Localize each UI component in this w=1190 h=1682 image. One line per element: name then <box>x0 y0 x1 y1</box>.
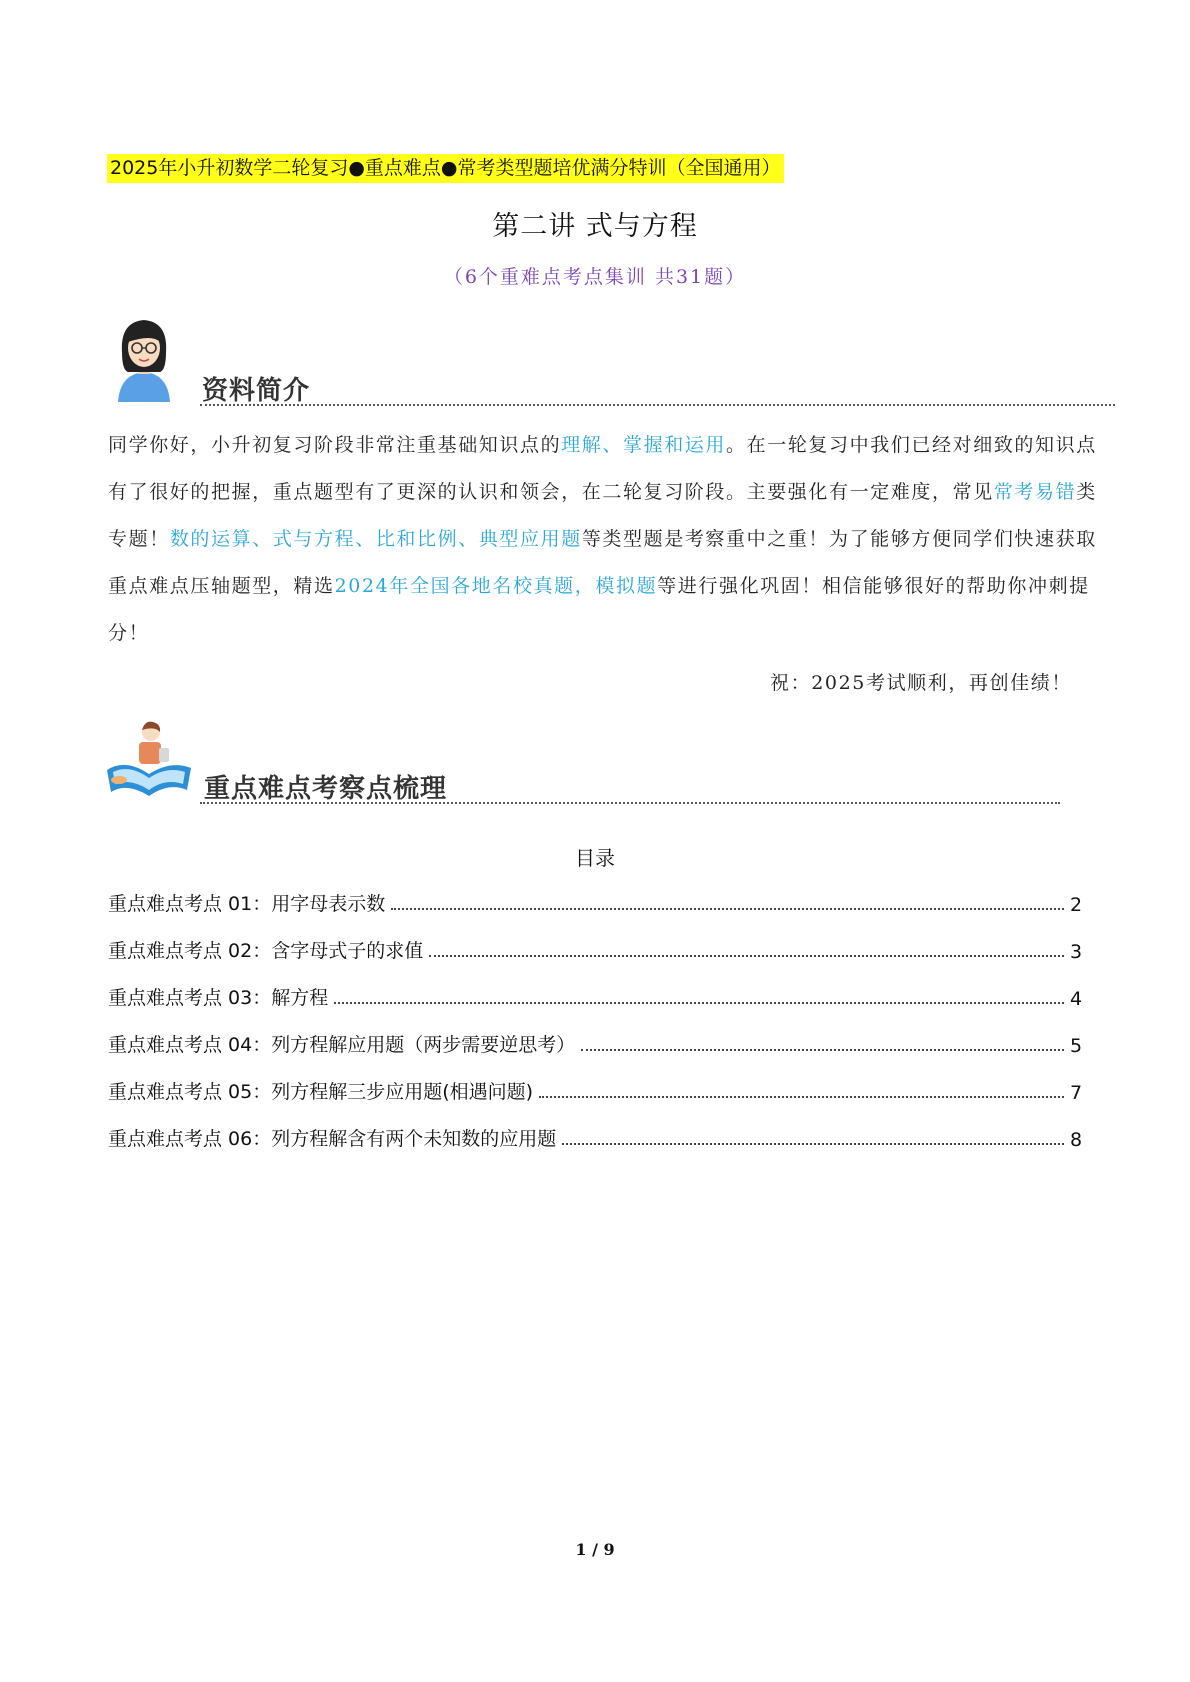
toc-entry[interactable] <box>108 1027 1082 1057</box>
toc-entry[interactable] <box>108 933 1082 963</box>
reading-child-book-icon <box>105 718 193 798</box>
toc-leader-dots <box>334 1002 1064 1004</box>
toc-entry[interactable] <box>108 1121 1082 1151</box>
toc-entry-page: 3 <box>1070 941 1083 963</box>
closing-wish: 祝：2025考试顺利，再创佳绩！ <box>770 672 1072 694</box>
toc-entry-label: 重点难点考点 05：列方程解三步应用题(相遇问题) <box>108 1081 534 1103</box>
intro-text: 。在一轮复习中我们已经对细致的知识点有了很好的把握，重点题型有了更深的认识和领会，在二轮复习阶段。主要强化有一定难度，常见 <box>108 434 1097 503</box>
page-number: 1 / 9 <box>575 1540 615 1559</box>
intro-text: 同学你好，小升初复习阶段非常注重基础知识点的 <box>108 434 562 456</box>
toc-leader-dots <box>391 908 1064 910</box>
toc-entry-page: 5 <box>1070 1035 1083 1057</box>
toc-entry-label: 重点难点考点 04：列方程解应用题（两步需要逆思考） <box>108 1034 576 1056</box>
toc-entry-label: 重点难点考点 01：用字母表示数 <box>108 893 386 915</box>
intro-highlight: 2024年全国各地名校真题，模拟题 <box>334 575 658 597</box>
section-title-keypoints: 重点难点考察点梳理 <box>204 774 448 804</box>
toc-entry[interactable] <box>108 980 1082 1010</box>
toc-entry-label: 重点难点考点 02：含字母式子的求值 <box>108 940 424 962</box>
toc-entry-label: 重点难点考点 06：列方程解含有两个未知数的应用题 <box>108 1128 557 1150</box>
intro-text: 等进行强化巩固！相信能够很好的帮助你冲刺提分！ <box>108 575 1090 644</box>
page-subtitle: （6个重难点考点集训 共31题） <box>443 266 747 288</box>
section-title-intro: 资料简介 <box>202 376 311 406</box>
intro-text: 类专题！ <box>108 481 1097 550</box>
toc-entry-page: 2 <box>1070 894 1083 916</box>
toc-entry-page: 8 <box>1070 1129 1083 1151</box>
toc-heading: 目录 <box>575 846 615 870</box>
teacher-avatar-icon <box>108 312 180 402</box>
page-title: 第二讲 式与方程 <box>492 211 698 242</box>
series-banner: 2025年小升初数学二轮复习●重点难点●常考类型题培优满分特训（全国通用） <box>107 154 784 183</box>
intro-highlight: 理解、掌握和运用 <box>561 434 727 456</box>
intro-highlight: 常考易错 <box>993 481 1077 503</box>
toc-entry[interactable] <box>108 1074 1082 1104</box>
toc-entry-label: 重点难点考点 03：解方程 <box>108 987 329 1009</box>
intro-text: 等类型题是考察重中之重！为了能够方便同学们快速获取重点难点压轴题型，精选 <box>108 528 1097 597</box>
toc-leader-dots <box>429 955 1064 957</box>
intro-highlight: 数的运算、式与方程、比和比例、典型应用题 <box>169 528 582 550</box>
toc-entry-page: 7 <box>1070 1082 1083 1104</box>
toc-entry[interactable] <box>108 886 1082 916</box>
toc-entry-page: 4 <box>1070 988 1083 1010</box>
intro-paragraph <box>108 422 1098 657</box>
toc-leader-dots <box>562 1143 1064 1145</box>
toc-leader-dots <box>539 1096 1064 1098</box>
section-divider <box>200 404 1115 406</box>
toc-leader-dots <box>581 1049 1064 1051</box>
section-divider <box>200 802 1060 804</box>
